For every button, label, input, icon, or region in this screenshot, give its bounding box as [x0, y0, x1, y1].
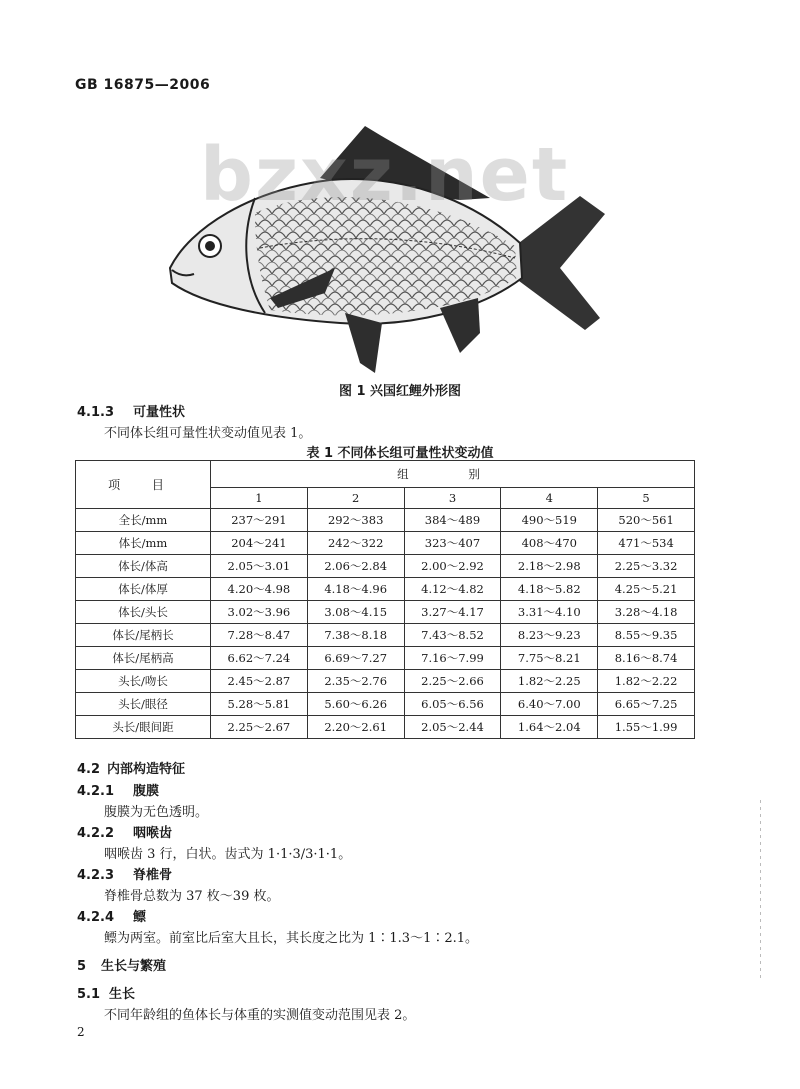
table-row [76, 578, 695, 601]
section-5-1-heading [77, 983, 135, 1002]
section-number: 4.2.1 [77, 784, 115, 799]
table-row [76, 647, 695, 670]
section-number: 5 [77, 959, 87, 974]
table-cell: 3.31～4.10 [501, 601, 598, 624]
row-label: 体长/mm [76, 532, 211, 555]
row-label: 体长/头长 [76, 601, 211, 624]
table-cell: 2.18～2.98 [501, 555, 598, 578]
table-cell: 4.25～5.21 [598, 578, 695, 601]
section-number: 4.2.4 [77, 910, 115, 925]
table-cell: 4.12～4.82 [404, 578, 501, 601]
watermark-text: bzxz.net [200, 132, 570, 218]
table-cell: 2.20～2.61 [307, 716, 404, 739]
section-4-2-2-heading [77, 822, 172, 841]
row-label: 头长/眼间距 [76, 716, 211, 739]
table-cell: 6.65～7.25 [598, 693, 695, 716]
table-cell: 237～291 [211, 509, 308, 532]
table-cell: 4.18～4.96 [307, 578, 404, 601]
section-title: 内部构造特征 [107, 762, 186, 777]
group-header: 组 别 [211, 461, 695, 488]
table-cell: 384～489 [404, 509, 501, 532]
section-4-2-heading [77, 758, 185, 777]
table-cell: 1.82～2.25 [501, 670, 598, 693]
section-4-2-4-text: 鳔为两室。前室比后室大且长，其长度之比为 1∶1.3～1∶2.1。 [104, 931, 479, 946]
item-header: 项 目 [76, 461, 211, 509]
table-cell: 2.00～2.92 [404, 555, 501, 578]
table-row [76, 601, 695, 624]
table-cell: 6.62～7.24 [211, 647, 308, 670]
table-cell: 7.75～8.21 [501, 647, 598, 670]
table-cell: 1.82～2.22 [598, 670, 695, 693]
section-4-2-3-text: 脊椎骨总数为 37 枚～39 枚。 [104, 889, 280, 904]
table-cell: 2.25～3.32 [598, 555, 695, 578]
table-cell: 1.64～2.04 [501, 716, 598, 739]
figure-caption: 图 1 兴国红鲤外形图 [338, 384, 462, 399]
section-number: 5.1 [77, 987, 101, 1002]
table-cell: 8.55～9.35 [598, 624, 695, 647]
table-cell: 2.25～2.66 [404, 670, 501, 693]
table-cell: 2.05～3.01 [211, 555, 308, 578]
section-4-2-2-text: 咽喉齿 3 行，白状。齿式为 1·1·3/3·1·1。 [104, 847, 352, 862]
group-number: 4 [501, 488, 598, 509]
table-cell: 5.60～6.26 [307, 693, 404, 716]
section-number: 4.2.3 [77, 868, 115, 883]
section-title: 鳔 [133, 910, 147, 925]
row-label: 全长/mm [76, 509, 211, 532]
section-title: 脊椎骨 [133, 868, 173, 883]
table-cell: 6.69～7.27 [307, 647, 404, 670]
section-number: 4.2 [77, 762, 101, 777]
group-number: 5 [598, 488, 695, 509]
table-cell: 2.35～2.76 [307, 670, 404, 693]
table-cell: 2.05～2.44 [404, 716, 501, 739]
section-title: 咽喉齿 [133, 826, 173, 841]
table-1-caption: 表 1 不同体长组可量性状变动值 [306, 446, 494, 461]
table-cell: 3.08～4.15 [307, 601, 404, 624]
table-cell: 520～561 [598, 509, 695, 532]
table-cell: 2.25～2.67 [211, 716, 308, 739]
table-cell: 471～534 [598, 532, 695, 555]
section-4-2-1-text: 腹膜为无色透明。 [104, 805, 209, 820]
table-cell: 4.20～4.98 [211, 578, 308, 601]
section-5-1-text: 不同年龄组的鱼体长与体重的实测值变动范围见表 2。 [104, 1008, 416, 1023]
table-cell: 7.38～8.18 [307, 624, 404, 647]
table-cell: 6.05～6.56 [404, 693, 501, 716]
section-title: 生长与繁殖 [101, 959, 167, 974]
section-4-2-1-heading [77, 780, 159, 799]
section-number: 4.2.2 [77, 826, 115, 841]
table-row [76, 693, 695, 716]
table-cell: 8.16～8.74 [598, 647, 695, 670]
table-cell: 490～519 [501, 509, 598, 532]
row-label: 体长/尾柄长 [76, 624, 211, 647]
table-cell: 2.45～2.87 [211, 670, 308, 693]
table-cell: 242～322 [307, 532, 404, 555]
table-row [76, 670, 695, 693]
section-title: 腹膜 [133, 784, 160, 799]
table-row [76, 532, 695, 555]
table-row [76, 624, 695, 647]
section-number: 4.1.3 [77, 405, 115, 420]
group-number: 3 [404, 488, 501, 509]
table-cell: 1.55～1.99 [598, 716, 695, 739]
section-5-heading [77, 955, 166, 974]
table-cell: 292～383 [307, 509, 404, 532]
row-label: 体长/体高 [76, 555, 211, 578]
table-row [76, 716, 695, 739]
table-cell: 8.23～9.23 [501, 624, 598, 647]
group-number: 2 [307, 488, 404, 509]
row-label: 头长/眼径 [76, 693, 211, 716]
table-cell: 3.27～4.17 [404, 601, 501, 624]
table-cell: 4.18～5.82 [501, 578, 598, 601]
standard-code: GB 16875—2006 [75, 77, 211, 93]
table-cell: 408～470 [501, 532, 598, 555]
pelvic-fin [345, 313, 382, 373]
table-cell: 3.02～3.96 [211, 601, 308, 624]
section-4-1-3-text: 不同体长组可量性状变动值见表 1。 [104, 426, 312, 441]
table-cell: 6.40～7.00 [501, 693, 598, 716]
section-4-2-3-heading [77, 864, 172, 883]
table-cell: 7.43～8.52 [404, 624, 501, 647]
table-cell: 323～407 [404, 532, 501, 555]
section-title: 可量性状 [133, 405, 186, 420]
table-cell: 3.28～4.18 [598, 601, 695, 624]
row-label: 头长/吻长 [76, 670, 211, 693]
section-4-2-4-heading [77, 906, 146, 925]
section-title: 生长 [109, 987, 136, 1002]
row-label: 体长/体厚 [76, 578, 211, 601]
table-cell: 204～241 [211, 532, 308, 555]
scan-edge-line [760, 800, 761, 980]
table-1 [75, 460, 695, 739]
table-cell: 5.28～5.81 [211, 693, 308, 716]
group-number: 1 [211, 488, 308, 509]
table-cell: 7.16～7.99 [404, 647, 501, 670]
table-cell: 2.06～2.84 [307, 555, 404, 578]
table-row [76, 555, 695, 578]
page-number: 2 [77, 1025, 85, 1039]
row-label: 体长/尾柄高 [76, 647, 211, 670]
table-row [76, 509, 695, 532]
section-4-1-3-heading [77, 401, 185, 420]
table-cell: 7.28～8.47 [211, 624, 308, 647]
